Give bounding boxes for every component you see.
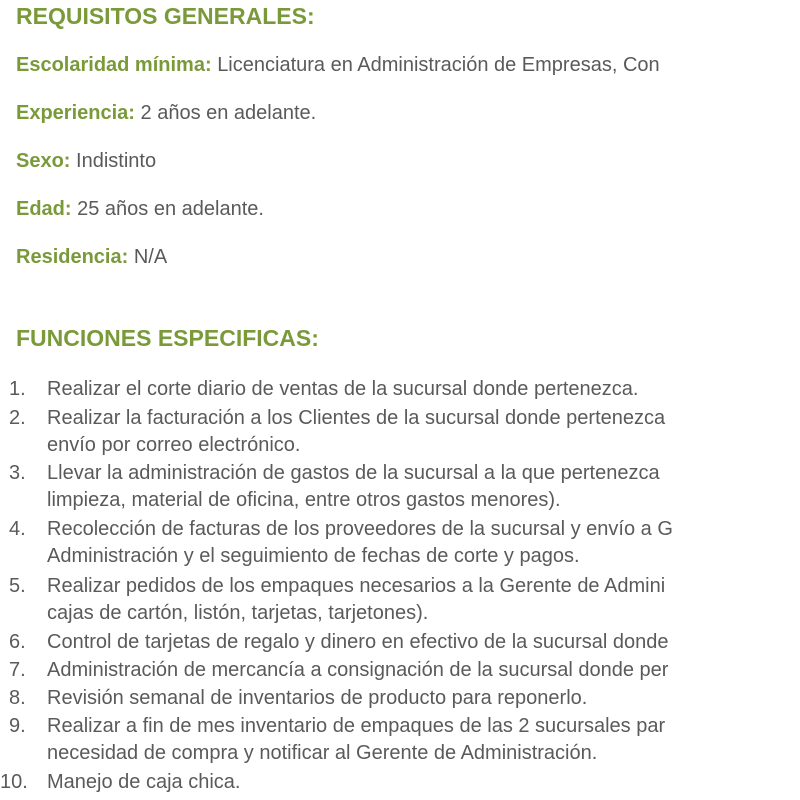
list-item-text: Llevar la administración de gastos de la sucursal a la que pertenezca [47,462,660,484]
list-item-number: 1. [9,378,26,400]
requirement-value: 2 años en adelante. [140,102,317,124]
requirement-value: N/A [133,246,168,268]
requirement-escolaridad [16,53,660,77]
list-item-text: Control de tarjetas de regalo y dinero en efectivo de la sucursal donde [47,631,669,653]
list-item-number: 10. [0,771,28,793]
list-item-text: envío por correo electrónico. [47,434,301,456]
requirement-label: Residencia: [16,246,129,268]
list-item-text: necesidad de compra y notificar al Gerente de Administración. [47,742,598,764]
list-item-text: Revisión semanal de inventarios de producto para reponerlo. [47,687,588,709]
list-item-number: 2. [9,407,26,429]
requirement-label: Sexo: [16,150,71,172]
list-item-number: 9. [9,715,26,737]
list-item-number: 3. [9,462,26,484]
list-item-text: Administración de mercancía a consignación de la sucursal donde per [47,659,669,681]
list-item-text: Realizar a fin de mes inventario de empaques de las 2 sucursales par [47,715,666,737]
requirement-label: Edad: [16,198,72,220]
list-item-text: Realizar el corte diario de ventas de la sucursal donde pertenezca. [47,378,639,400]
list-item-text: cajas de cartón, listón, tarjetas, tarjetones). [47,602,429,624]
requirement-sexo [16,149,156,173]
requirement-label: Experiencia: [16,102,135,124]
requirement-experiencia [16,101,316,125]
list-item-text: Administración y el seguimiento de fechas de corte y pagos. [47,545,580,567]
requirement-label: Escolaridad mínima: [16,54,212,76]
requirement-residencia [16,245,167,269]
list-item-number: 7. [9,659,26,681]
requirement-value: Indistinto [76,150,157,172]
list-item-number: 6. [9,631,26,653]
requirement-edad [16,197,264,221]
list-item-text: Manejo de caja chica. [47,771,241,793]
list-item-text: Realizar la facturación a los Clientes de la sucursal donde pertenezca [47,407,666,429]
list-item-text: limpieza, material de oficina, entre otros gastos menores). [47,489,561,511]
section-title-funciones: FUNCIONES ESPECIFICAS: [16,325,319,351]
section-title-requisitos: REQUISITOS GENERALES: [16,3,315,29]
list-item-text: Recolección de facturas de los proveedores de la sucursal y envío a G [47,518,673,540]
list-item-text: Realizar pedidos de los empaques necesarios a la Gerente de Admini [47,575,666,597]
list-item-number: 5. [9,575,26,597]
list-item-number: 4. [9,518,26,540]
requirement-value: 25 años en adelante. [77,198,264,220]
list-item-number: 8. [9,687,26,709]
requirement-value: Licenciatura en Administración de Empresas, Con [217,54,660,76]
